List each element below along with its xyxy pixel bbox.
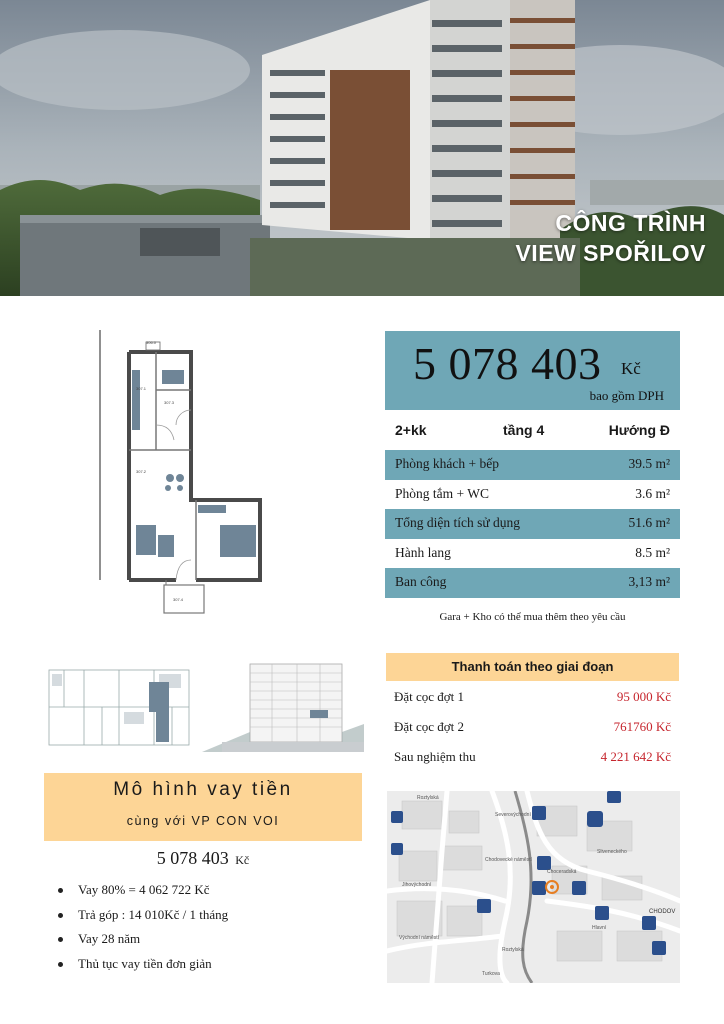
payment-label: Đặt cọc đợt 2 [394, 719, 465, 734]
payment-amount: 761760 Kč [613, 719, 671, 734]
project-title [515, 208, 706, 268]
loan-subtitle: cùng với VP CON VOI [126, 814, 280, 828]
area-table [385, 450, 680, 598]
list-item: Trả góp : 14 010Kč / 1 tháng [58, 903, 228, 928]
map-label: Roztylská [502, 947, 524, 953]
unit-summary [385, 414, 680, 444]
map-label: Roztylská [417, 795, 439, 801]
area-label: Ban công [395, 574, 447, 589]
loan-terms-list [58, 878, 228, 976]
map-drawing [387, 791, 680, 983]
table-row [385, 450, 680, 480]
floor-plan [96, 330, 276, 620]
plan-label-top: 306.0 [146, 340, 157, 345]
plan-label-living: 307.2 [136, 469, 147, 474]
payment-amount: 4 221 642 Kč [600, 749, 671, 764]
plan-label-bath: 307.3 [164, 400, 175, 405]
unit-layout: 2+kk [395, 422, 427, 438]
list-item: Vay 28 năm [58, 927, 228, 952]
location-map [387, 791, 680, 983]
area-label: Hành lang [395, 544, 451, 560]
map-label: Turkova [482, 971, 500, 977]
loan-price-currency: Kč [235, 853, 250, 867]
unit-floor: tầng 4 [503, 422, 545, 438]
map-label: Chodovecké náměstí [485, 857, 532, 863]
project-title-line2: VIEW SPOŘILOV [515, 240, 706, 266]
garage-note: Gara + Kho có thể mua thêm theo yêu cầu [439, 611, 626, 623]
floor-overview-drawing [44, 662, 194, 752]
building-section-thumbnail [202, 660, 364, 756]
map-label: Hlavní [592, 925, 607, 931]
area-value: 51.6 m² [628, 515, 670, 530]
area-value: 8.5 m² [635, 544, 670, 560]
price-currency: Kč [621, 359, 641, 378]
payment-row [386, 686, 679, 708]
loan-price-value: 5 078 403 [156, 848, 229, 868]
list-item: Vay 80% = 4 062 722 Kč [58, 878, 228, 903]
loan-title: Mô hình vay tiền [113, 779, 293, 800]
area-label: Phòng khách + bếp [395, 456, 499, 471]
price-box [385, 331, 680, 410]
map-label: Jihovýchodní [402, 882, 432, 888]
plan-label-balcony: 307.4 [173, 597, 184, 602]
payment-amount: 95 000 Kč [616, 689, 671, 704]
vat-note: bao gồm DPH [589, 388, 664, 403]
payment-row [386, 716, 679, 738]
floor-plan-drawing [96, 330, 276, 620]
price-value: 5 078 403 [413, 338, 602, 389]
area-label: Tổng diện tích sử dụng [395, 515, 521, 530]
payment-label: Đặt cọc đợt 1 [394, 689, 465, 704]
map-label: CHODOV [649, 909, 676, 915]
loan-model-box [44, 773, 362, 841]
area-label: Phòng tắm + WC [395, 485, 489, 501]
building-section-drawing [202, 660, 364, 756]
payment-row [386, 746, 679, 768]
list-item: Thủ tục vay tiền đơn giản [58, 952, 228, 977]
table-row [385, 509, 680, 539]
area-value: 3,13 m² [628, 574, 670, 589]
loan-price [44, 848, 362, 869]
area-value: 39.5 m² [628, 456, 670, 471]
map-label: Sliveneckého [597, 849, 627, 855]
table-row [385, 539, 680, 569]
payment-label: Sau nghiệm thu [394, 749, 476, 764]
hero-image [0, 0, 724, 296]
map-label: Východní náměstí [399, 935, 440, 941]
payment-schedule-title: Thanh toán theo giai đoạn [386, 653, 679, 681]
table-row [385, 568, 680, 598]
plan-label-hall: 307.1 [136, 386, 147, 391]
table-row [385, 480, 680, 510]
project-title-line1: CÔNG TRÌNH [555, 210, 706, 236]
area-value: 3.6 m² [635, 485, 670, 501]
floor-overview-thumbnail [44, 662, 194, 752]
unit-direction: Hướng Đ [608, 422, 670, 438]
map-label: Severovýchodní [495, 812, 531, 818]
map-label: Choceradská [547, 869, 577, 875]
